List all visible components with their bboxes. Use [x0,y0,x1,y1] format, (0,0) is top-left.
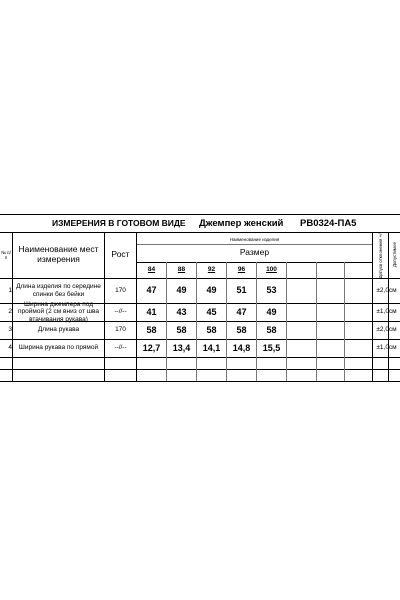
row4-tolerance: ±1,0см [376,344,397,352]
row2-height: --//-- [114,308,127,316]
row1-height: 170 [115,286,126,294]
row1-value-84: 47 [146,285,157,296]
row4-value-92: 14,1 [202,342,221,353]
row3-tolerance: ±2,0см [376,326,397,334]
row3-value-100: 58 [266,324,277,335]
row1-value-100: 53 [266,285,277,296]
row1-value-92: 49 [206,285,217,296]
row4-value-100: 15,5 [262,342,281,353]
header-tolerance-cell [373,232,388,278]
row3-name: Длина рукава [37,326,80,334]
row3-value-96: 58 [236,324,247,335]
row2-value-100: 49 [266,306,277,317]
row2-value-96: 47 [236,306,247,317]
size-96: 96 [237,266,246,274]
row2-value-92: 45 [206,306,217,317]
row3-number: 3 [8,326,12,334]
row2-name: Ширина джемпера под проймой (2 см вниз от шва втачивания рукава) [18,300,99,323]
bottom-border [0,381,400,382]
size-84: 84 [147,266,156,274]
col-blank1-line [316,262,317,381]
row2-value-88: 43 [176,306,187,317]
row4-bottom-line [0,357,400,358]
col-100-line [286,262,287,381]
row4-name: Ширина рукава по прямой [18,344,99,352]
row4-value-84: 12,7 [142,342,161,353]
row1-name: Длина изделия по середине спинки без бейки [16,283,101,298]
row3-value-84: 58 [146,324,157,335]
header-number: № п/п [1,249,11,260]
header-extra: Допустимое [391,242,397,268]
header-extra-cell [389,232,400,278]
header-size: Размер [239,247,270,258]
row3-height: 170 [115,326,126,334]
row3-value-92: 58 [206,324,217,335]
row1-tolerance: ±2,0см [376,286,397,294]
row2-value-84: 41 [146,306,157,317]
title-row [0,218,400,232]
top-border [0,214,400,215]
row4-value-88: 13,4 [172,342,191,353]
row1-number: 1 [8,286,12,294]
row1-value-96: 51 [236,285,247,296]
size-100: 100 [266,266,277,274]
row2-number: 2 [8,308,12,316]
row4-number: 4 [8,344,12,352]
measurements-title: ИЗМЕРЕНИЯ В ГОТОВОМ ВИДЕ [52,218,186,228]
empty-row-line [0,369,400,370]
header-name: Наименование мест измерения [18,244,99,264]
row1-value-88: 49 [176,285,187,296]
product-code: РВ0324-ПА5 [300,218,357,229]
row4-height: --//-- [114,344,127,352]
header-tolerance: Допуск отклонения +/- [377,231,383,279]
size-88: 88 [177,266,186,274]
measurement-sheet [0,214,400,384]
size-92: 92 [207,266,216,274]
row3-value-88: 58 [176,324,187,335]
row4-value-96: 14,8 [232,342,251,353]
product-name: Джемпер женский [199,218,284,229]
col-blank2-line [344,262,345,381]
header-product-name: Наименование изделия [229,237,280,243]
header-height: Рост [111,249,130,260]
row2-tolerance: ±1,0см [376,308,397,316]
